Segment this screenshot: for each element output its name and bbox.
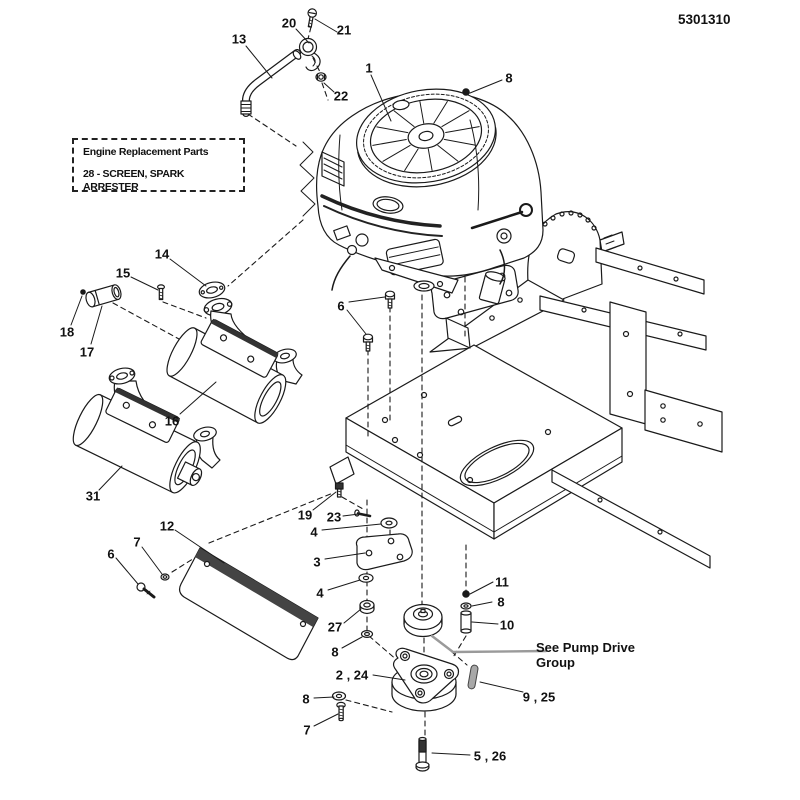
callout-7-shield: 7 <box>133 534 141 550</box>
screw-21 <box>306 8 317 27</box>
screw-15 <box>158 285 165 300</box>
document-number: 5301310 <box>678 12 731 27</box>
callout-5-26: 5 , 26 <box>473 748 507 764</box>
screw-6-shield <box>137 583 154 597</box>
pump-drive-note-line1: See Pump Drive <box>536 640 635 655</box>
nut-27 <box>360 601 374 614</box>
spacer-stack <box>461 591 471 633</box>
pulley <box>404 605 442 637</box>
callout-8-top: 8 <box>505 70 513 86</box>
callout-17: 17 <box>79 344 95 360</box>
nut-7-shield <box>161 574 169 580</box>
callout-22: 22 <box>333 88 349 104</box>
bolt-7-bottom <box>337 702 345 720</box>
callout-18: 18 <box>59 324 75 340</box>
callout-16: 16 <box>164 413 180 429</box>
callout-12: 12 <box>159 518 175 534</box>
callout-11: 11 <box>495 574 509 590</box>
pin-9-25 <box>467 665 478 690</box>
callout-23: 23 <box>326 509 342 525</box>
callout-21: 21 <box>336 22 352 38</box>
callout-1: 1 <box>365 60 373 76</box>
plug-18 <box>81 290 85 294</box>
callout-13: 13 <box>231 31 247 47</box>
callout-6-shield: 6 <box>107 546 115 562</box>
drain-tube-13 <box>241 49 302 114</box>
bolt-5-26 <box>416 738 429 772</box>
callout-7-bottom: 7 <box>303 722 311 738</box>
pump-drive-note-line2: Group <box>536 655 575 670</box>
callout-4-upper: 4 <box>310 524 318 540</box>
washer-8-bottom <box>333 692 346 700</box>
nut-22 <box>316 73 326 81</box>
nut-8-column <box>362 631 373 638</box>
screw-23 <box>355 510 370 516</box>
callout-8-right: 8 <box>497 594 505 610</box>
callout-4-lower: 4 <box>316 585 324 601</box>
heat-shield-12 <box>180 548 321 660</box>
note-box-line2: 28 - SCREEN, SPARK ARRESTER <box>83 168 185 193</box>
ball-11 <box>463 591 469 597</box>
callout-6-mid: 6 <box>337 298 345 314</box>
callout-2-24: 2 , 24 <box>335 667 369 683</box>
break-line <box>300 142 315 216</box>
note-box <box>72 138 245 192</box>
callout-31: 31 <box>85 488 101 504</box>
note-box-line1: Engine Replacement Parts <box>83 146 209 158</box>
callout-27: 27 <box>327 619 343 635</box>
callout-15: 15 <box>115 265 131 281</box>
nut-8-top <box>463 89 469 95</box>
callout-14: 14 <box>154 246 170 262</box>
plate-3 <box>356 534 412 570</box>
callout-9-25: 9 , 25 <box>522 689 556 705</box>
callout-8-bottom: 8 <box>302 691 310 707</box>
spacer-10 <box>461 611 471 633</box>
tube-17 <box>84 284 122 308</box>
washer-8-right <box>461 603 471 609</box>
bolt-19 <box>336 483 344 497</box>
pump-drive-leader <box>432 636 546 652</box>
callout-19: 19 <box>297 507 313 523</box>
callout-10: 10 <box>499 617 515 633</box>
washer-4-upper <box>381 518 397 528</box>
pump-drive-note <box>536 640 656 670</box>
washer-4-lower <box>359 574 373 582</box>
callout-20: 20 <box>281 15 297 31</box>
callout-8-column: 8 <box>331 644 339 660</box>
callout-3: 3 <box>313 554 321 570</box>
